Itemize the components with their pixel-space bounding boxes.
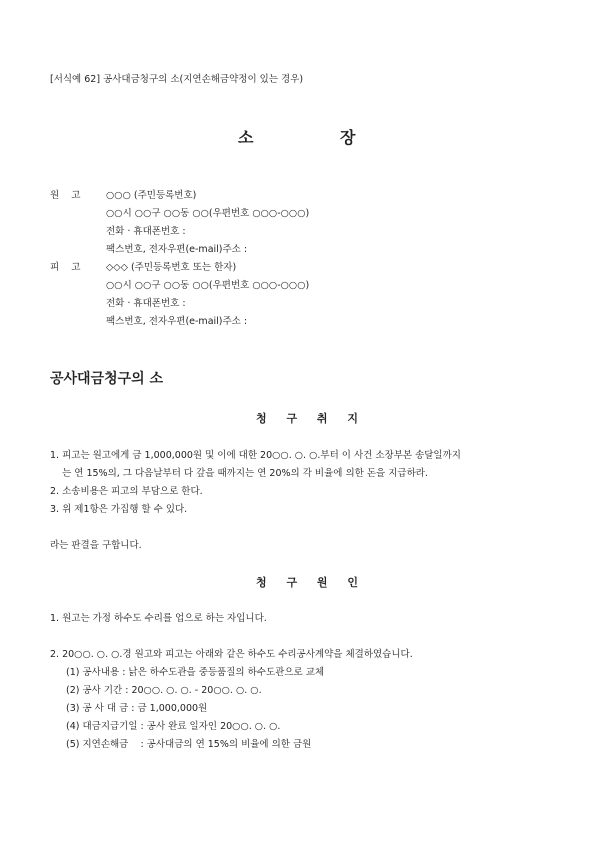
case-title: 공사대금청구의 소 — [50, 371, 164, 387]
claim-item-1-cont: 는 연 15%의, 그 다음날부터 다 갚을 때까지는 연 20%의 각 비율에 의한 돈을 지급하라. — [50, 468, 428, 479]
plaintiff-address: ○○시 ○○구 ○○동 ○○(우편번호 ○○○-○○○) — [106, 208, 310, 219]
claim-item-1: 1. 피고는 원고에게 금 1,000,000원 및 이에 대한 20○○. ○. ○.부터 이 사건 소장부본 송달일까지 — [50, 450, 461, 461]
defendant-label: 피 고 — [50, 262, 81, 273]
contract-term-1: (1) 공사내용 : 낡은 하수도관을 중등품질의 하수도관으로 교체 — [66, 667, 325, 678]
claim-closing: 라는 판결을 구합니다. — [50, 540, 142, 551]
contract-term-3: (3) 공 사 대 금 : 금 1,000,000원 — [66, 703, 208, 714]
contract-term-5: (5) 지연손해금 : 공사대금의 연 15%의 비율에 의한 금원 — [66, 739, 312, 750]
defendant-fax-email: 팩스번호, 전자우편(e-mail)주소 : — [106, 316, 248, 327]
cause-item-1: 1. 원고는 가정 하수도 수리를 업으로 하는 자입니다. — [50, 613, 267, 624]
claim-item-2: 2. 소송비용은 피고의 부담으로 한다. — [50, 486, 203, 497]
plaintiff-label: 원 고 — [50, 190, 81, 201]
document-title-char-2: 장 — [340, 128, 356, 147]
cause-item-2: 2. 20○○. ○. ○.경 원고와 피고는 아래와 같은 하수도 수리공사계약을 체결하였습니다. — [50, 649, 413, 660]
defendant-address: ○○시 ○○구 ○○동 ○○(우편번호 ○○○-○○○) — [106, 280, 310, 291]
contract-term-2: (2) 공사 기간 : 20○○. ○. ○. - 20○○. ○. ○. — [66, 685, 262, 696]
contract-term-4: (4) 대금지급기일 : 공사 완료 일자인 20○○. ○. ○. — [66, 721, 281, 732]
defendant-name: ◇◇◇ (주민등록번호 또는 한자) — [106, 262, 237, 273]
plaintiff-fax-email: 팩스번호, 전자우편(e-mail)주소 : — [106, 244, 248, 255]
plaintiff-name: ○○○ (주민등록번호) — [106, 190, 197, 201]
cause-section-title: 청 구 원 인 — [256, 576, 366, 589]
form-header: [서식예 62] 공사대금청구의 소(지연손해금약정이 있는 경우) — [50, 74, 304, 85]
claim-item-3: 3. 위 제1항은 가집행 할 수 있다. — [50, 504, 188, 515]
document-title-char-1: 소 — [238, 128, 254, 147]
defendant-phone: 전화 · 휴대폰번호 : — [106, 298, 186, 309]
plaintiff-phone: 전화 · 휴대폰번호 : — [106, 226, 186, 237]
claim-section-title: 청 구 취 지 — [256, 412, 366, 425]
